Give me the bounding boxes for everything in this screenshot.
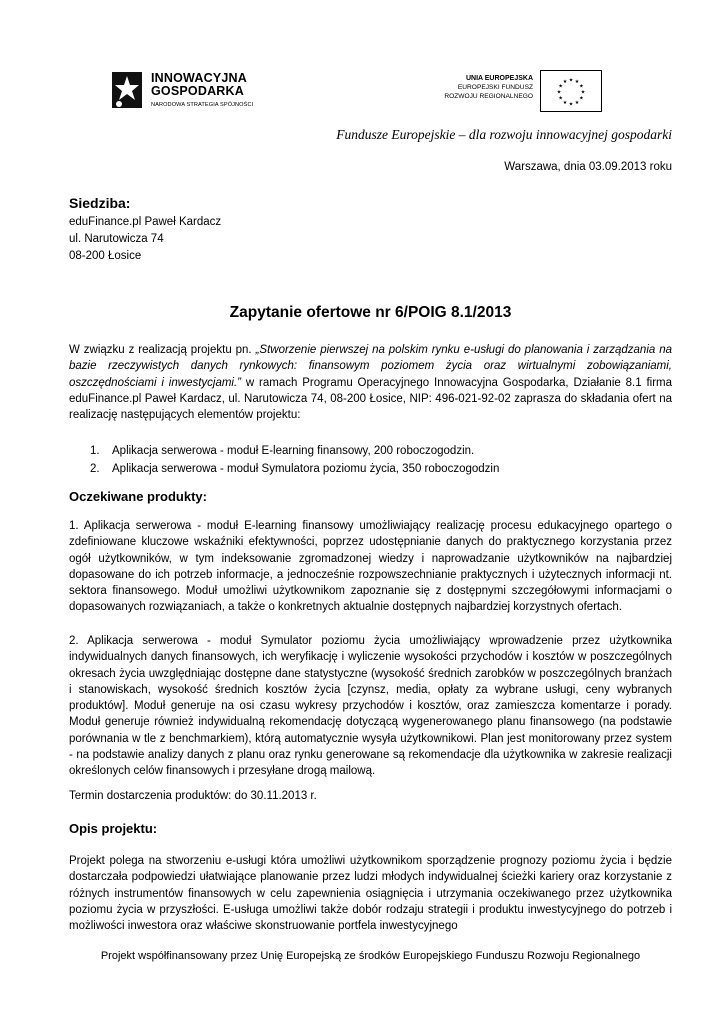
- footer: Projekt współfinansowany przez Unię Europejską ze środków Europejskiego Funduszu Rozwoju Regionalnego: [100, 950, 641, 962]
- eu-flag-icon: [540, 70, 602, 112]
- product-1-paragraph: 1. Aplikacja serwerowa - moduł E-learning finansowy umożliwiający realizację procesu edukacyjnego opartego o zdefiniowane kluczowe wskaźniki efektywności, poprzez udostępnianie danych do praktycznego korzystania przez ogół użytkowników, w tym indeksowanie zgromadzonej wiedzy i naprowadzanie użytkowników na najbardziej dopasowane do ich potrzeb informacje, a jednocześnie rozpowszechnianie praktycznych i użytecznych informacji nt. sektora finansowego. Moduł umożliwi użytkownikom zapoznanie się z dostępnymi szczegółowymi informacjami o dopasowanych rozwiązaniach, a także o konkretnych aktualnie dostępnych najbardziej korzystnych ofertach.: [69, 520, 672, 614]
- intro-before: W związku z realizacją projektu pn.: [69, 344, 256, 356]
- ue-line3: ROZWOJU REGIONALNEGO: [444, 93, 533, 100]
- intro-after: w ramach Programu Operacyjnego Innowacyjna Gospodarka, Działanie 8.1 firma eduFinance.pl Paweł Kardacz, ul. Narutowicza 74, 08-200 Łosice, NIP: 496-021-92-02 zaprasza do składania ofert na realizację następujących elementów projektu:: [69, 376, 673, 422]
- product-2-paragraph: 2. Aplikacja serwerowa - moduł Symulator poziomu życia umożliwiający wprowadzenie przez użytkownika indywidualnych danych finansowych, ich weryfikację i wyliczenie wysokości przychodów i kosztów w poszczególnych okresach życia uwzględniając dostępne dane statystyczne (wysokość średnich zarobków w poszczególnych branżach i stanowiskach, wysokość średnich kosztów życia [czynsz, media, opłaty za wybrane usługi, ceny wybranych produktów]. Moduł generuje na osi czasu wykresy przychodów i kosztów, oraz zamieszcza komentarze i porady. Moduł generuje również indywidualną rekomendację dotyczącą wygenerowanego planu finansowego (na podstawie porównania w tle z benchmarkiem), którą automatycznie wysyła użytkownikowi. Plan jest monitorowany przez system - na podstawie analizy danych z planu oraz rynku generowane są rekomendacje dla użytkownika w zakresie realizacji określonych celów finansowych i przesyłane drogą mailową.: [69, 635, 672, 778]
- seat-line3: 08-200 Łosice: [69, 250, 142, 262]
- eu-star-icon: ★: [579, 83, 584, 90]
- eu-star-icon: ★: [574, 99, 580, 106]
- project-heading: Opis projektu:: [69, 821, 158, 836]
- seat-heading: Siedziba:: [69, 195, 131, 211]
- deadline: Termin dostarczenia produktów: do 30.11.2013 r.: [69, 790, 317, 802]
- seat-line1: eduFinance.pl Paweł Kardacz: [69, 216, 222, 228]
- project-description: Projekt polega na stworzeniu e-usługi która umożliwi użytkownikom sporządzenie prognozy poziomu życia i będzie dostarczała podpowiedzi ułatwiające planowanie przez ludzi młodych indywidualnej ścieżki kariery oraz korzystanie z różnych instrumentów finansowych w celu zapewnienia osiągnięcia i utrzymania oczekiwanego przez użytkownika poziomu życia w przyszłości. E-usługa umożliwi także dobór rodzaju strategii i produktu inwestycyjnego do potrzeb i możliwości inwestora oraz właściwe skonstruowanie portfela inwestycyjnego: [69, 855, 672, 933]
- eu-star-icon: ★: [574, 79, 580, 86]
- eu-star-icon: ★: [558, 83, 563, 90]
- task-list: [90, 443, 499, 478]
- list-item-number: 1.: [90, 445, 100, 457]
- motto: Fundusze Europejskie – dla rozwoju innowacyjnej gospodarki: [336, 127, 672, 142]
- eu-star-icon: ★: [556, 89, 562, 96]
- eu-star-icon: ★: [580, 89, 586, 96]
- document-date: Warszawa, dnia 03.09.2013 roku: [504, 161, 672, 173]
- products-heading: Oczekiwane produkty:: [69, 489, 207, 504]
- innowacyjna-gospodarka-wordmark: [151, 72, 253, 112]
- list-item: [90, 443, 499, 461]
- list-item: [90, 461, 499, 479]
- eu-star-icon: ★: [579, 95, 584, 102]
- list-item-text: Aplikacja serwerowa - moduł E-learning finansowy, 200 roboczogodzin.: [112, 445, 475, 457]
- seat-line2: ul. Narutowicza 74: [69, 233, 164, 245]
- innowacyjna-gospodarka-logo: [108, 66, 148, 114]
- ig-line1: INNOWACYJNA: [151, 71, 247, 85]
- eu-star-icon: ★: [568, 77, 574, 84]
- eu-star-icon: ★: [562, 99, 568, 106]
- seat-address: [69, 214, 221, 265]
- eu-text: [419, 74, 533, 101]
- eu-star-icon: ★: [562, 79, 568, 86]
- list-item-text: Aplikacja serwerowa - moduł Symulatora poziomu życia, 350 roboczogodzin: [112, 462, 500, 475]
- project-name: „Stworzenie pierwszej na polskim rynku e-usługi do planowania i zarządzania na bazie rzeczywistych danych rynkowych: finansowym poziomem życia oraz wirtualnymi zobowiązaniami, oszczędnościami i inwestycjami.”: [69, 344, 672, 389]
- list-item-number: 2.: [90, 462, 100, 475]
- ig-line3: NARODOWA STRATEGIA SPÓJNOŚCI: [151, 102, 254, 108]
- document-title: Zapytanie ofertowe nr 6/POIG 8.1/2013: [229, 304, 512, 321]
- ue-line2: EUROPEJSKI FUNDUSZ: [457, 84, 533, 91]
- eu-star-icon: ★: [558, 95, 563, 102]
- eu-star-icon: ★: [568, 101, 574, 108]
- ue-line1: UNIA EUROPEJSKA: [465, 75, 533, 82]
- intro-paragraph: [69, 342, 672, 423]
- ig-line2: GOSPODARKA: [151, 84, 244, 98]
